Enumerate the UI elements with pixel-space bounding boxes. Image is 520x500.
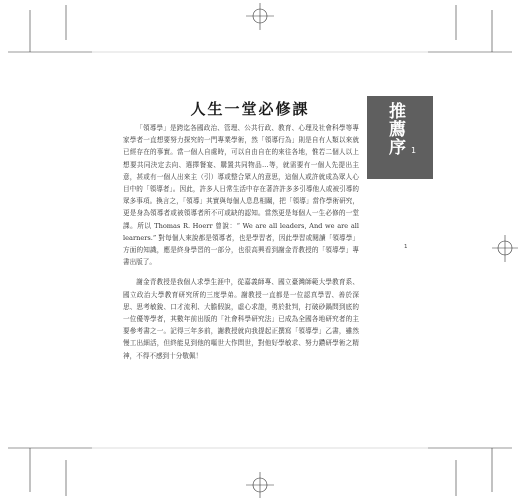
side-tab-number: 1 xyxy=(411,146,417,155)
side-tab-title: 推薦序 xyxy=(385,102,405,156)
page-title: 人生一堂必修課 xyxy=(190,100,310,118)
paragraph: 「領導學」是跨迄各國政治、管理、公共行政、教育、心理及社會科學等專家學者一直想要努力探究的一門專業學術，然「領導行為」則是自有人類以來就已經存在的事實。當一個人自處時，可以自由自在的來往各地，惟若二個人以上想要共同決定去向、選擇餐宴、購置共同物品…等，就需要有一個人先提出主意，甚或有一個人出來主（引）導或整合眾人的意思，這個人或許就成為眾人心目中的「領導者」。因此，許多人日常生活中存在著許許多多引導他人或被引導的眾多事項。換言之，「領導」其實與每個人息息相關，把「領導」當作學術研究，更是身為領導者或被領導者所不可或缺的認知。當然更是每個人一生必修的一堂課。所以 Thomas R. Hoerr 曾說：“ We are all leaders, And we are all learners.” 對每個人來說都是領導者，也是學習者，因此學習或閱讀「領導學」方面的知識，應是終身學習的一部分，也很高興看到謝金青教授的「領導學」專書出版了。 xyxy=(123,124,359,267)
paragraph: 謝金青教授是我個人求學生涯中，從嘉義師專、國立臺灣師範大學教育系、國立政治大學教育研究所的三度學弟。謝教授一直都是一位認真學習、善於深思、思考敏銳、口才流利、大膽假說，虛心求證，勇於批判，打破砂鍋問到底的一位優等學者，其數年前出版的「社會科學研究法」已成為全國各地研究者的主要參考書之一。記得三年多前，謝教授就向我提起正撰寫「領導學」乙書，雖然慢工出細活，但終能見到他的嘔世大作問世，對他好學敏求、努力鑽研學術之精神，不得不感到十分敬佩！ xyxy=(123,278,359,360)
side-tab xyxy=(367,96,433,179)
page-number: 1 xyxy=(404,244,408,250)
body-text xyxy=(123,122,359,370)
